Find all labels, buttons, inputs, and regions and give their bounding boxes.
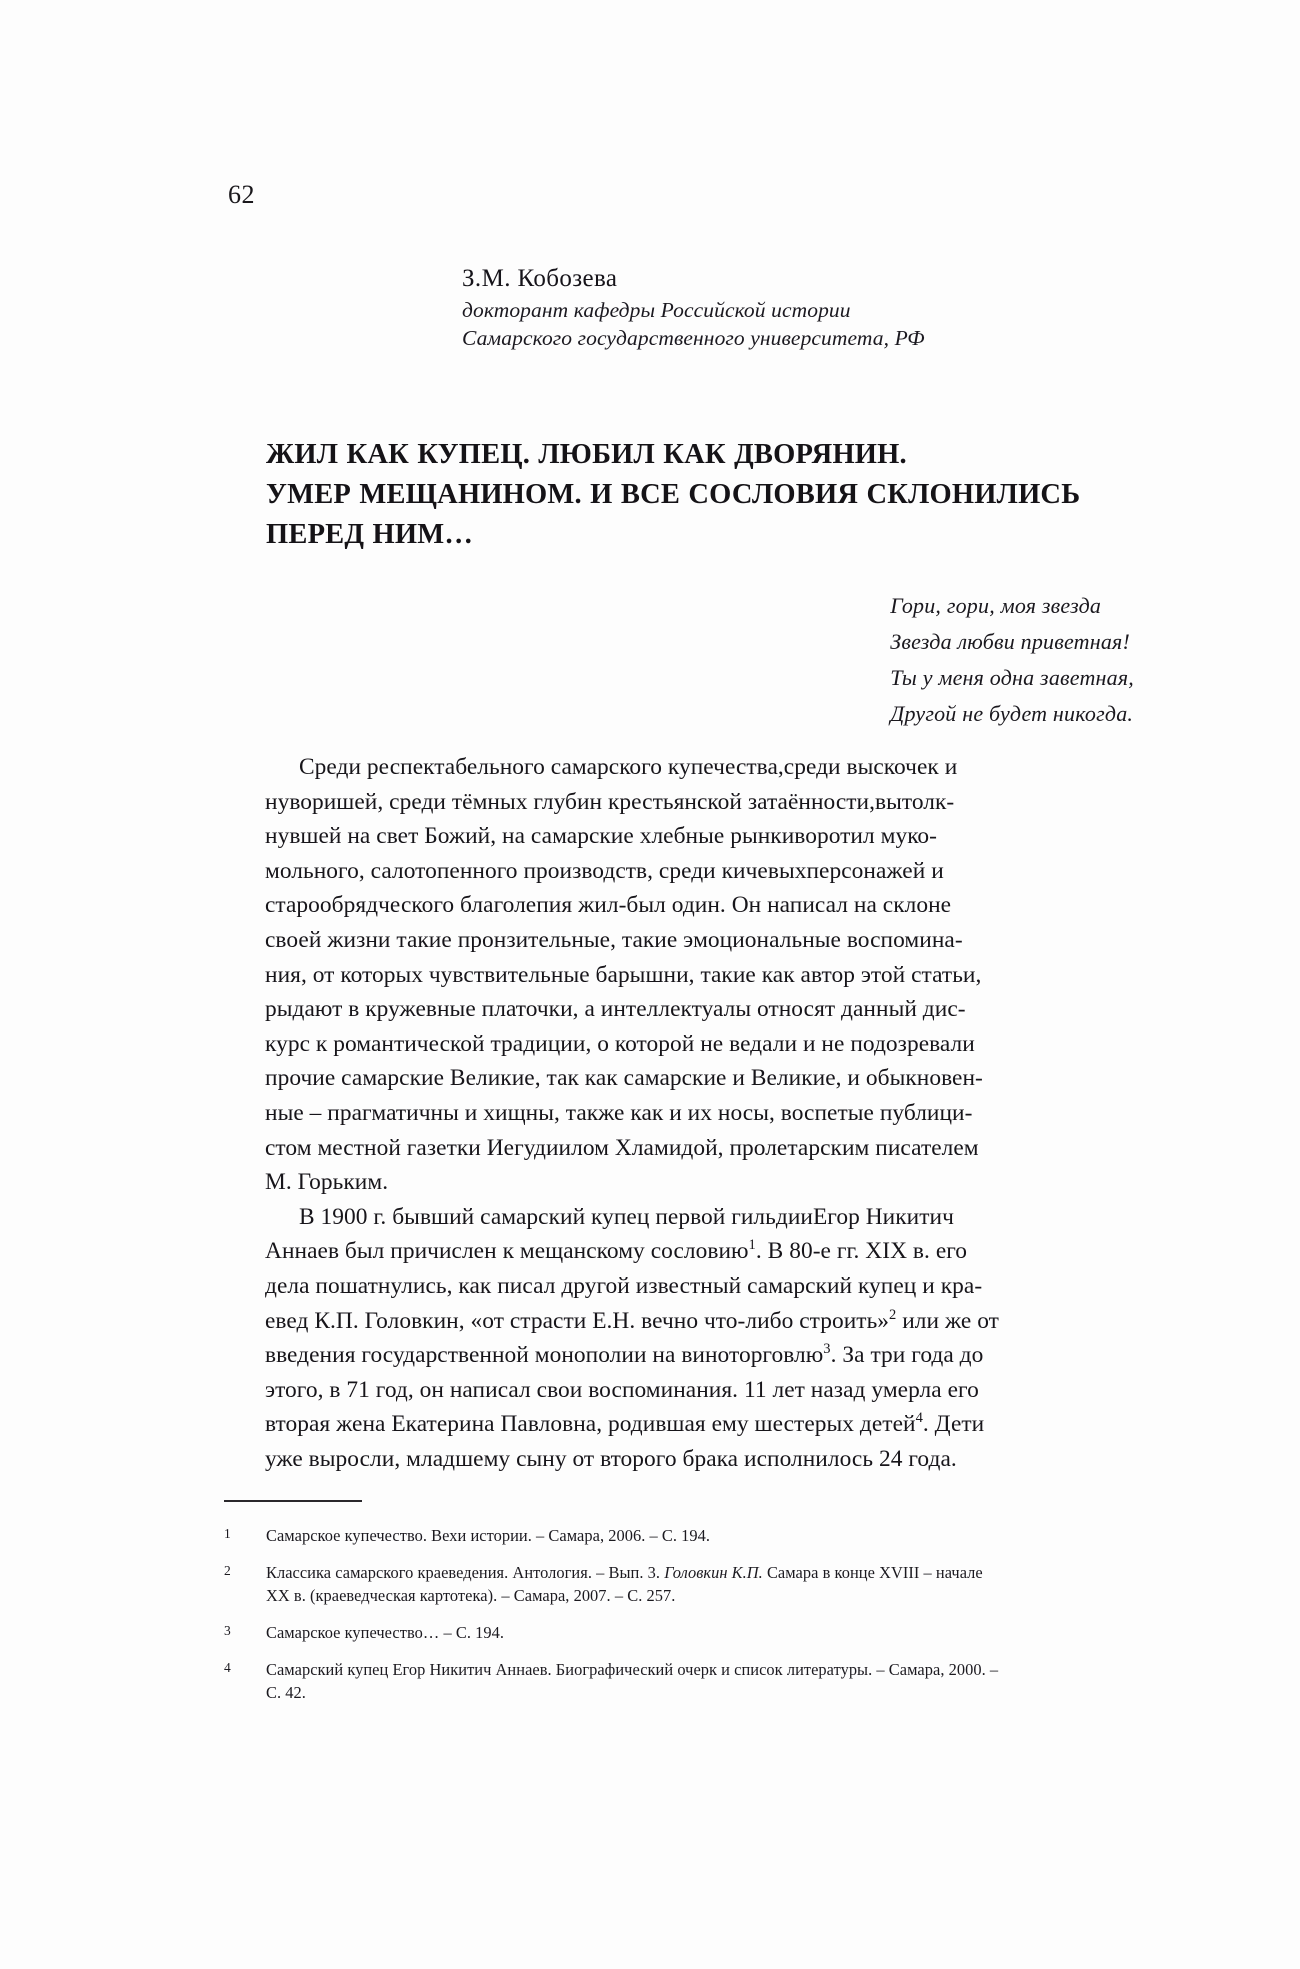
author-block [462,262,1082,352]
author-affiliation-line-2: Самарского государственного университета, РФ [462,326,925,350]
footnote-item [224,1621,924,1644]
paragraph-1-line-12: стом местной газетки Иегудиилом Хламидой, пролетарским писателем [265,1134,979,1161]
footnote-text [266,1524,924,1547]
footnote-number: 2 [224,1563,231,1578]
paragraph-1 [265,750,983,1200]
author-affiliation-line-1: докторант кафедры Российской истории [462,298,851,322]
footnote-list [224,1524,999,1718]
paragraph-1-line-13: М. Горьким. [265,1169,389,1196]
footnote-line: Самарское купечество… – С. 194. [266,1623,505,1642]
epigraph [890,588,1134,732]
paragraph-1-line-6: своей жизни такие пронзительные, такие эмоциональные воспомина- [265,926,963,953]
paragraph-2-line-1: В 1900 г. бывший самарский купец первой гильдии Егор Никитич [299,1203,954,1230]
paragraph-1-line-3: нувшей на свет Божий, на самарские хлебные рынки воротил муко- [265,823,938,850]
footnote-ref-1[interactable]: 1 [748,1237,756,1254]
author-name: З.М. Кобозева [462,265,618,292]
footnote-segment: Самара в конце XVIII – начале [762,1563,983,1582]
footnote-separator-rule [224,1500,362,1502]
footnote-text [266,1561,983,1607]
article-title-line-2: УМЕР МЕЩАНИНОМ. И ВСЕ СОСЛОВИЯ СКЛОНИЛИСЬ [266,479,1081,511]
paragraph-2-line-5: введения государственной монополии на виноторговлю$^3$. За три года до [265,1341,984,1369]
footnote-number: 4 [224,1660,231,1675]
footnote-ref-2[interactable]: 2 [889,1306,897,1323]
footnote-segment: Классика самарского краеведения. Антология. – Вып. 3. [266,1563,665,1582]
paragraph-2-line-7: вторая жена Екатерина Павловна, родившая ему шестерых детей$^4$. Дети [265,1410,985,1438]
paragraph-1-line-11: ные – прагматичны и хищны, также как и их носы, воспетые публици- [265,1099,973,1126]
article-title-line-3: ПЕРЕД НИМ… [266,519,474,551]
footnote-item [224,1561,983,1607]
footnote-author-italic: Головкин К.П. [664,1563,763,1582]
epigraph-line-1: Гори, гори, моя звезда [890,593,1102,618]
footnote-line: XX в. (краеведческая картотека). – Самара, 2007. – С. 257. [266,1586,676,1605]
footnote-line: Самарский купец Егор Никитич Аннаев. Биографический очерк и список литературы. – Самара, 2000. – [266,1660,999,1679]
paragraph-2 [265,1200,999,1477]
paragraph-1-line-2: нуворишей, среди тёмных глубин крестьянской затаённости, вытолк- [265,788,955,815]
footnote-line: Самарское купечество. Вехи истории. – Самара, 2006. – С. 194. [266,1526,711,1545]
paragraph-1-line-10: прочие самарские Великие, так как самарские и Великие, и обыкновен- [265,1065,983,1092]
epigraph-line-4: Другой не будет никогда. [890,701,1134,726]
footnote-line: С. 42. [266,1683,306,1702]
footnote-line [266,1561,983,1584]
page-number: 62 [228,180,255,209]
paragraph-1-line-1: Среди респектабельного самарского купечества, среди выскочек и [299,754,958,780]
body-text [265,750,999,1476]
footnote-number: 3 [224,1623,231,1638]
paragraph-1-line-8: рыдают в кружевные платочки, а интеллектуалы относят данный дис- [265,996,966,1023]
paragraph-1-line-4: мольного, салотопенного производств, среди кичевых персонажей и [265,857,944,884]
paragraph-2-line-4: евед К.П. Головкин, «от страсти Е.Н. вечно что-либо строить»$^2$ или же от [265,1306,999,1334]
footnote-number: 1 [224,1526,231,1541]
footnote-item [224,1658,999,1704]
footnote-ref-4[interactable]: 4 [915,1410,923,1427]
article-title-line-1: ЖИЛ КАК КУПЕЦ. ЛЮБИЛ КАК ДВОРЯНИН. [266,439,907,471]
paragraph-2-line-6: этого, в 71 год, он написал свои воспоминания. 11 лет назад умерла его [265,1376,979,1403]
article-title [266,435,1096,555]
paragraph-1-line-7: ния, от которых чувствительные барышни, такие как автор этой статьи, [265,961,982,988]
epigraph-line-3: Ты у меня одна заветная, [890,665,1134,690]
paragraph-1-line-5: старообрядческого благолепия жил-был один. Он написал на склоне [265,892,952,919]
paragraph-1-line-9: курс к романтической традиции, о которой не ведали и не подозревали [265,1030,975,1057]
footnote-text [266,1621,924,1644]
paragraph-2-line-3: дела пошатнулись, как писал другой известный самарский купец и кра- [265,1272,983,1299]
paragraph-2-line-8: уже выросли, младшему сыну от второго брака исполнилось 24 года. [265,1445,957,1472]
epigraph-line-2: Звезда любви приветная! [890,629,1130,654]
footnote-item [224,1524,924,1547]
footnote-text [266,1658,998,1704]
paragraph-2-line-2: Аннаев был причислен к мещанскому сословию$^1$. В 80-е гг. XIX в. его [265,1237,968,1265]
footnote-ref-3[interactable]: 3 [823,1341,831,1358]
